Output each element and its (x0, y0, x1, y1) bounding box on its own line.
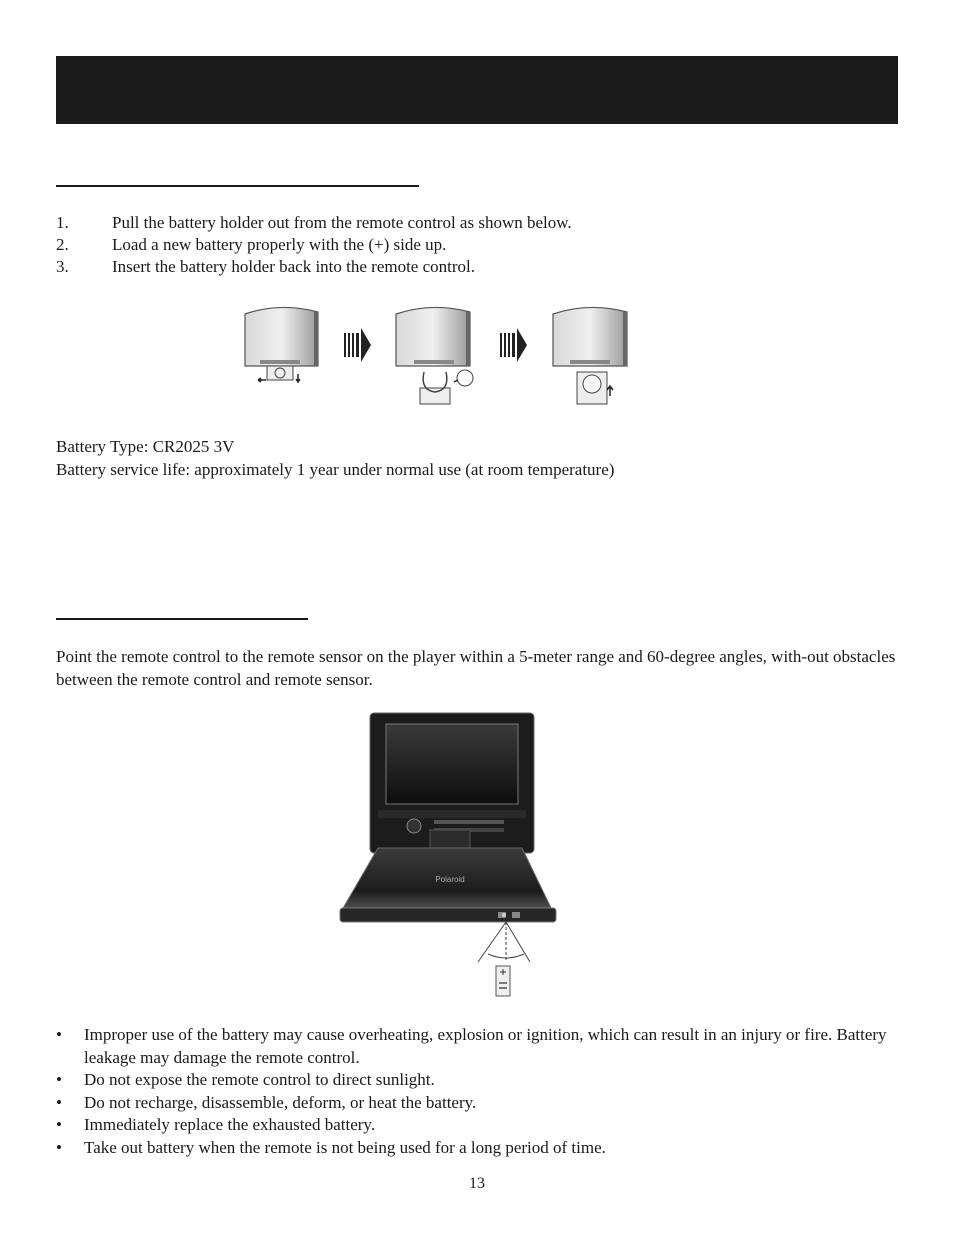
bullet-icon: • (56, 1115, 62, 1134)
bullet-icon: • (56, 1070, 62, 1089)
caution-text: Do not expose the remote control to direct sunlight. (84, 1070, 435, 1089)
step-number: 3. (56, 257, 69, 276)
battery-service-life: Battery service life: approximately 1 year under normal use (at room temperature) (56, 460, 615, 479)
dvd-player-illustration (338, 710, 560, 998)
remote-control-icon (496, 966, 510, 996)
page-number: 13 (469, 1175, 485, 1192)
caution-item (56, 1024, 898, 1069)
battery-replacement-illustration (240, 300, 640, 412)
remote-range-paragraph: Point the remote control to the remote sensor on the player within a 5-meter range and 60-degree angles, with-out obstacles between the remote control and remote sensor. (56, 647, 896, 689)
battery-type: Battery Type: CR2025 3V (56, 437, 235, 456)
caution-text: Take out battery when the remote is not being used for a long period of time. (84, 1137, 606, 1157)
step-arrow-icon (500, 328, 527, 362)
step-number: 2. (56, 235, 69, 254)
battery-section-rule (56, 185, 419, 187)
header-bar (56, 56, 898, 124)
step-number: 1. (56, 213, 69, 232)
bullet-icon: • (56, 1092, 62, 1112)
step-text: Insert the battery holder back into the remote control. (112, 257, 476, 276)
caution-item (56, 1092, 898, 1115)
step-arrow-icon (344, 328, 371, 362)
remote-step-3 (553, 307, 627, 404)
caution-text: Immediately replace the exhausted battery. (84, 1115, 376, 1134)
remote-step-2 (396, 307, 473, 404)
caution-item (56, 1069, 898, 1092)
caution-item (56, 1137, 898, 1160)
caution-item (56, 1114, 898, 1137)
step-text: Load a new battery properly with the (+) side up. (112, 235, 447, 254)
range-section-rule (56, 618, 308, 620)
caution-list (56, 1024, 898, 1159)
player-logo: Polaroid (435, 875, 465, 884)
signal-cone (478, 922, 530, 962)
bullet-icon: • (56, 1025, 62, 1044)
caution-text: Do not recharge, disassemble, deform, or heat the battery. (84, 1092, 477, 1112)
bullet-icon: • (56, 1137, 62, 1157)
step-text: Pull the battery holder out from the remote control as shown below. (112, 213, 572, 232)
remote-step-1 (245, 307, 318, 382)
caution-text: Improper use of the battery may cause overheating, explosion or ignition, which can result in an injury or fire. Battery leakage may damage the remote control. (84, 1025, 887, 1067)
